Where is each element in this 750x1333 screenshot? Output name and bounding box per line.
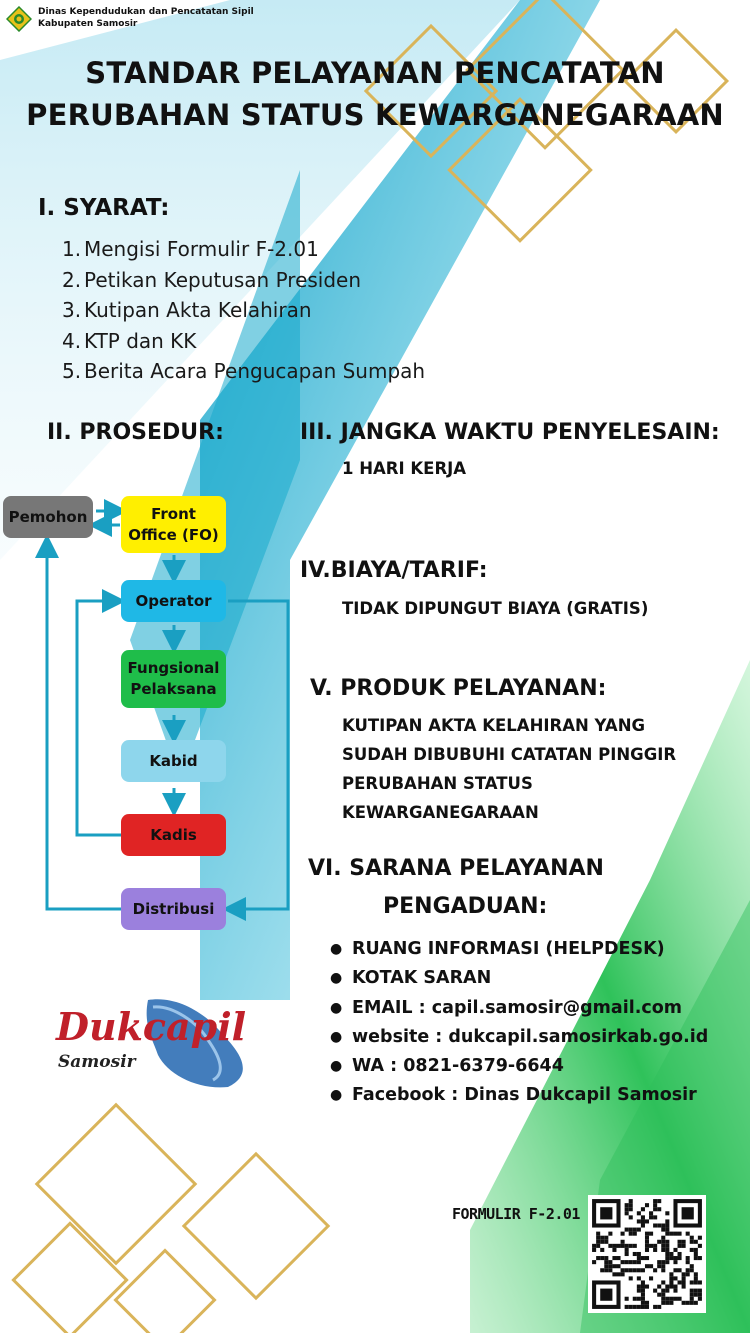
list-item: 1. Mengisi Formulir F-2.01 bbox=[62, 237, 319, 261]
jangka-waktu-heading: III. JANGKA WAKTU PENYELESAIN: bbox=[300, 420, 720, 445]
syarat-list bbox=[62, 234, 425, 387]
jangka-waktu-value: 1 HARI KERJA bbox=[342, 459, 467, 478]
biaya-heading: IV.BIAYA/TARIF: bbox=[300, 558, 488, 583]
pengaduan-heading-line2: PENGADUAN: bbox=[383, 894, 548, 919]
dukcapil-samosir-logo bbox=[48, 995, 263, 1090]
biaya-value: TIDAK DIPUNGUT BIAYA (GRATIS) bbox=[342, 599, 649, 618]
page-title-line1: STANDAR PELAYANAN PENCATATAN bbox=[85, 56, 665, 90]
produk-description: KUTIPAN AKTA KELAHIRAN YANG SUDAH DIBUBUHI CATATAN PINGGIR PERUBAHAN STATUS KEWARGANEGARAAN bbox=[342, 716, 677, 822]
list-item: ● EMAIL : capil.samosir@gmail.com bbox=[330, 997, 682, 1018]
flow-step-pemohon: Pemohon bbox=[3, 496, 93, 538]
flow-step-kadis: Kadis bbox=[121, 814, 226, 856]
produk-heading: V. PRODUK PELAYANAN: bbox=[310, 676, 607, 701]
prosedur-heading: II. PROSEDUR: bbox=[47, 420, 224, 445]
flow-step-kabid: Kabid bbox=[121, 740, 226, 782]
formulir-label: FORMULIR F-2.01 bbox=[452, 1205, 580, 1223]
page-title-line2: PERUBAHAN STATUS KEWARGANEGARAAN bbox=[26, 98, 724, 132]
flow-step-distribusi: Distribusi bbox=[121, 888, 226, 930]
list-item: ● WA : 0821-6379-6644 bbox=[330, 1056, 564, 1077]
list-item: 5. Berita Acara Pengucapan Sumpah bbox=[62, 359, 426, 383]
svg-text:Dukcapil: Dukcapil bbox=[56, 1004, 247, 1049]
list-item: ● KOTAK SARAN bbox=[330, 968, 492, 989]
agency-header bbox=[6, 6, 254, 32]
flow-step-operator: Operator bbox=[121, 580, 226, 622]
list-item: 3. Kutipan Akta Kelahiran bbox=[62, 298, 312, 322]
pengaduan-heading-line1: VI. SARANA PELAYANAN bbox=[308, 856, 604, 881]
pengaduan-list bbox=[330, 935, 708, 1111]
svg-text:Samosir: Samosir bbox=[58, 1052, 136, 1072]
syarat-heading: I. SYARAT: bbox=[38, 195, 170, 221]
list-item: ● Facebook : Dinas Dukcapil Samosir bbox=[330, 1085, 697, 1106]
agency-name: Dinas Kependudukan dan Pencatatan Sipil bbox=[38, 7, 254, 17]
government-emblem-icon bbox=[6, 6, 32, 32]
list-item: 2. Petikan Keputusan Presiden bbox=[62, 267, 362, 292]
list-item: ● website : dukcapil.samosirkab.go.id bbox=[330, 1026, 709, 1047]
list-item: ● RUANG INFORMASI (HELPDESK) bbox=[330, 939, 665, 959]
flow-step-front-office: Front Office (FO) bbox=[121, 496, 226, 553]
agency-region: Kabupaten Samosir bbox=[38, 19, 138, 29]
flow-step-fungsional-pelaksana: Fungsional Pelaksana bbox=[121, 650, 226, 708]
qr-code-icon[interactable] bbox=[588, 1195, 706, 1313]
list-item: 4. KTP dan KK bbox=[62, 328, 197, 353]
